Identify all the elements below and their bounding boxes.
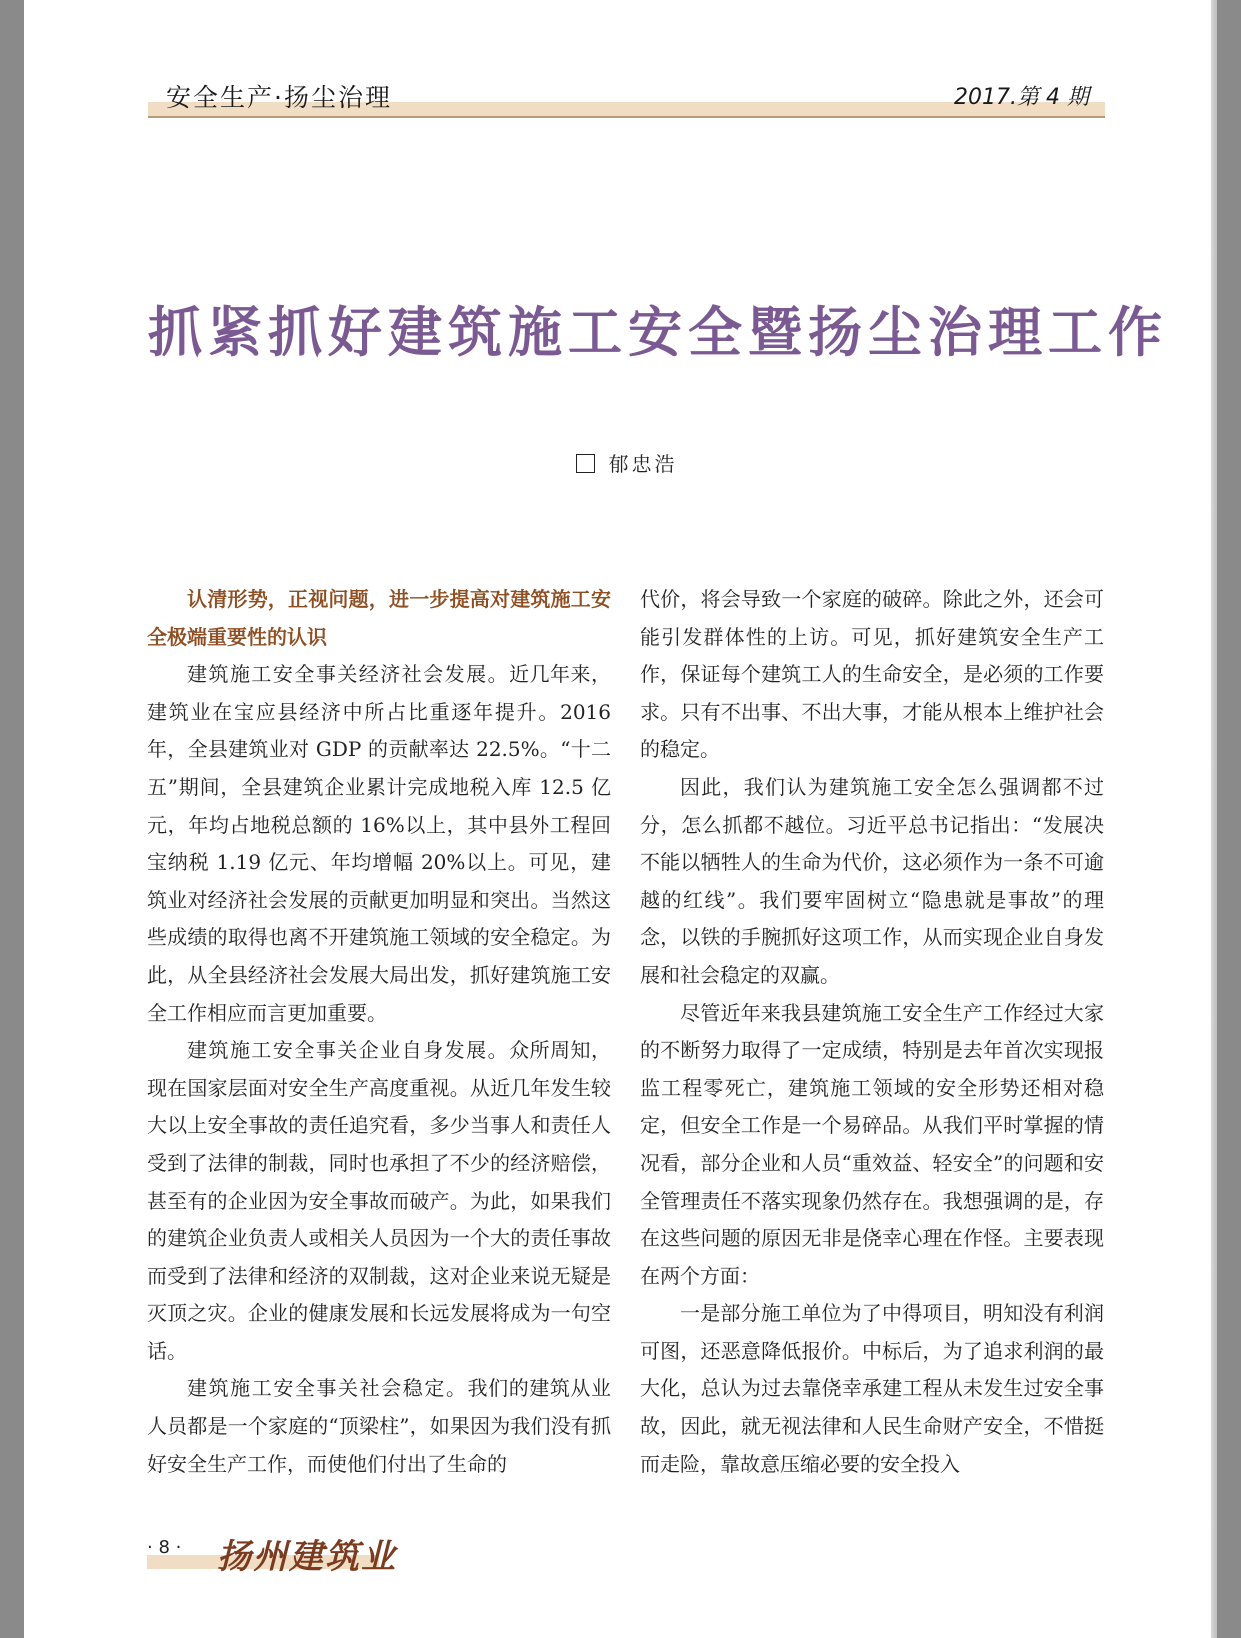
paragraph-body: 尽管近年来我县建筑施工安全生产工作经过大家的不断努力取得了一定成绩，特别是去年首次实现报监工程零死亡，建筑施工领域的安全形势还相对稳定，但安全工作是一个易碎品。从我们平时掌握的情况看，部分企业和人员“重效益、轻安全”的问题和安全管理责任不落实现象仍然存在。我想强调的是，存在这些问题的原因无非是侥幸心理在作怪。主要表现在两个方面：	[640, 1000, 1104, 1288]
paragraph-body: 因此，我们认为建筑施工安全怎么强调都不过分，怎么抓都不越位。习近平总书记指出：“发展决不能以牺牲人的生命为代价，这必须作为一条不可逾越的红线”。我们要牢固树立“隐患就是事故”的理念，以铁的手腕抓好这项工作，从而实现企业自身发展和社会稳定的双赢。	[640, 774, 1104, 987]
header-section-label: 安全生产·扬尘治理	[166, 83, 392, 112]
paragraph-body: 我们的建筑从业人员都是一个家庭的“顶梁柱”，如果因为我们没有抓好安全生产工作，而使他们付出了生命的	[147, 1376, 612, 1476]
paragraph-lead: 建筑施工安全事关经济社会发展。	[187, 662, 510, 687]
paragraph-body: 众所周知，现在国家层面对安全生产高度重视。从近几年发生较大以上安全事故的责任追究看，多少当事人和责任人受到了法律的制裁，同时也承担了不少的经济赔偿，甚至有的企业因为安全事故而破产。为此，如果我们的建筑企业负责人或相关人员因为一个大的责任事故而受到了法律和经济的双制裁，这对企业来说无疑是灭顶之灾。企业的健康发展和长远发展将成为一句空话。	[147, 1038, 612, 1363]
running-header	[148, 76, 1105, 118]
article-title: 抓紧抓好建筑施工安全暨扬尘治理工作	[148, 301, 1168, 364]
page-edge-shadow	[1211, 0, 1217, 1638]
running-footer	[147, 1533, 397, 1577]
author-line	[148, 448, 1105, 477]
paragraph-society	[147, 1370, 611, 1483]
paragraph-economy	[147, 656, 611, 1032]
paragraph-body: 近几年来，建筑业在宝应县经济中所占比重逐年提升。2016年，全县建筑业对 GDP 的贡献率达 22.5%。“十二五”期间，全县建筑企业累计完成地税入库 12.5 亿元，年均占地税总额的 16%以上，其中县外工程回宝纳税 1.19 亿元、年均增幅 20%以上。可见，建筑业对经济社会发展的贡献更加明显和突出。当然这些成绩的取得也离不开建筑施工领域的安全稳定。为此，从全县经济社会发展大局出发，抓好建筑施工安全工作相应而言更加重要。	[147, 662, 612, 1025]
page-number: · 8 ·	[147, 1537, 182, 1558]
left-column	[147, 581, 611, 1483]
paragraph-continued: 代价，将会导致一个家庭的破碎。除此之外，还会可能引发群体性的上访。可见，抓好建筑安全生产工作，保证每个建筑工人的生命安全，是必须的工作要求。只有不出事、不出大事，才能从根本上维护社会的稳定。	[640, 587, 1104, 762]
author-square-icon	[576, 454, 595, 473]
section-heading: 认清形势，正视问题，进一步提高对建筑施工安全极端重要性的认识	[147, 587, 611, 649]
author-name: 郁忠浩	[608, 452, 678, 476]
paragraph-enterprise	[147, 1032, 611, 1370]
paragraph-body: 一是部分施工单位为了中得项目，明知没有利润可图，还恶意降低报价。中标后，为了追求利润的最大化，总认为过去靠侥幸承建工程从未发生过安全事故，因此，就无视法律和人民生命财产安全，不惜挺而走险，靠故意压缩必要的安全投入	[640, 1301, 1104, 1476]
paragraph-lead: 建筑施工安全事关社会稳定。	[187, 1376, 468, 1401]
header-issue-label: 2017.第 4 期	[954, 85, 1089, 110]
right-column	[640, 581, 1104, 1483]
magazine-page	[24, 0, 1217, 1638]
magazine-logo: 扬州建筑业	[217, 1537, 397, 1577]
header-rule	[148, 116, 1105, 118]
paragraph-lead: 建筑施工安全事关企业自身发展。	[187, 1038, 510, 1063]
